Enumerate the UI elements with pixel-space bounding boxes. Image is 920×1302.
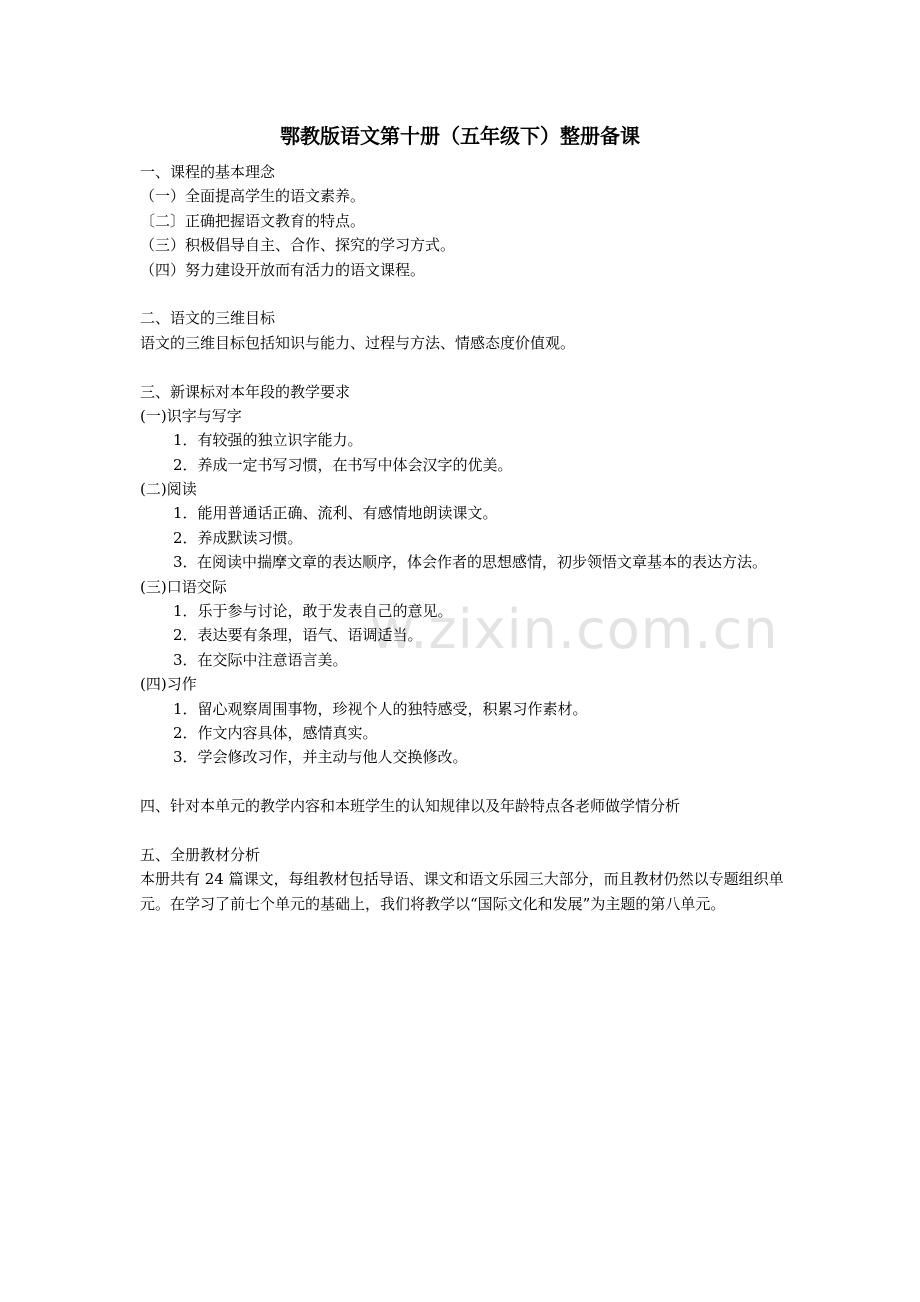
subsection-heading: (三)口语交际 [140, 577, 227, 596]
section-heading: 五、全册教材分析 [140, 845, 261, 864]
list-item-text: 在阅读中揣摩文章的表达顺序，体会作者的思想感情，初步领悟文章基本的表达方法。 [197, 553, 768, 572]
watermark: w.zixin.com.cn [370, 598, 779, 661]
list-item-number: 3． [173, 553, 198, 572]
subsection-heading: (一)识字与写字 [140, 406, 242, 425]
list-item: 2．养成默读习惯。 [173, 528, 303, 547]
list-item: （三）积极倡导自主、合作、探究的学习方式。 [140, 236, 456, 255]
list-item: 1．能用普通话正确、流利、有感情地朗读课文。 [173, 504, 498, 523]
section-heading: 二、语文的三维目标 [140, 309, 276, 328]
document-body [140, 160, 785, 916]
paragraph: 语文的三维目标包括知识与能力、过程与方法、情感态度价值观。 [140, 333, 576, 352]
section-heading: 三、新课标对本年段的教学要求 [140, 382, 351, 401]
section-heading: 四、针对本单元的教学内容和本班学生的认知规律以及年龄特点各老师做学情分析 [140, 797, 681, 816]
section-4 [140, 794, 785, 818]
subsection-heading: (二)阅读 [140, 480, 197, 499]
list-item [140, 550, 785, 574]
spacer [140, 819, 785, 843]
list-item: （一）全面提高学生的语文素养。 [140, 187, 366, 206]
list-item: 2．表达要有条理，语气、语调适当。 [173, 626, 423, 645]
list-item: 3．在交际中注意语言美。 [173, 650, 348, 669]
spacer [140, 355, 785, 379]
list-item: 2．作文内容具体，感情真实。 [173, 724, 378, 742]
list-item: 〔二〕正确把握语文教育的特点。 [140, 211, 366, 230]
list-item: 3．学会修改习作，并主动与他人交换修改。 [173, 748, 468, 767]
list-item: （四）努力建设开放而有活力的语文课程。 [140, 260, 426, 279]
list-item: 1．乐于参与讨论，敢于发表自己的意见。 [173, 602, 453, 621]
spacer [140, 282, 785, 306]
list-item: 1．留心观察周围事物，珍视个人的独特感受，积累习作素材。 [173, 699, 588, 718]
spacer [140, 770, 785, 794]
list-item: 2．养成一定书写习惯，在书写中体会汉字的优美。 [173, 455, 513, 474]
section-3 [140, 380, 785, 770]
section-5 [140, 843, 785, 916]
list-item: 1．有较强的独立识字能力。 [173, 431, 363, 450]
page-title: 鄂教版语文第十册（五年级下）整册备课 [280, 124, 640, 148]
section-1 [140, 160, 785, 282]
subsection-heading: (四)习作 [140, 675, 197, 694]
paragraph: 本册共有 24 篇课文，每组教材包括导语、课文和语文乐园三大部分，而且教材仍然以专题组织单元。在学习了前七个单元的基础上，我们将教学以“国际文化和发展”为主题的第八单元。 [140, 870, 784, 913]
section-2 [140, 306, 785, 355]
section-heading: 一、课程的基本理念 [140, 163, 276, 181]
